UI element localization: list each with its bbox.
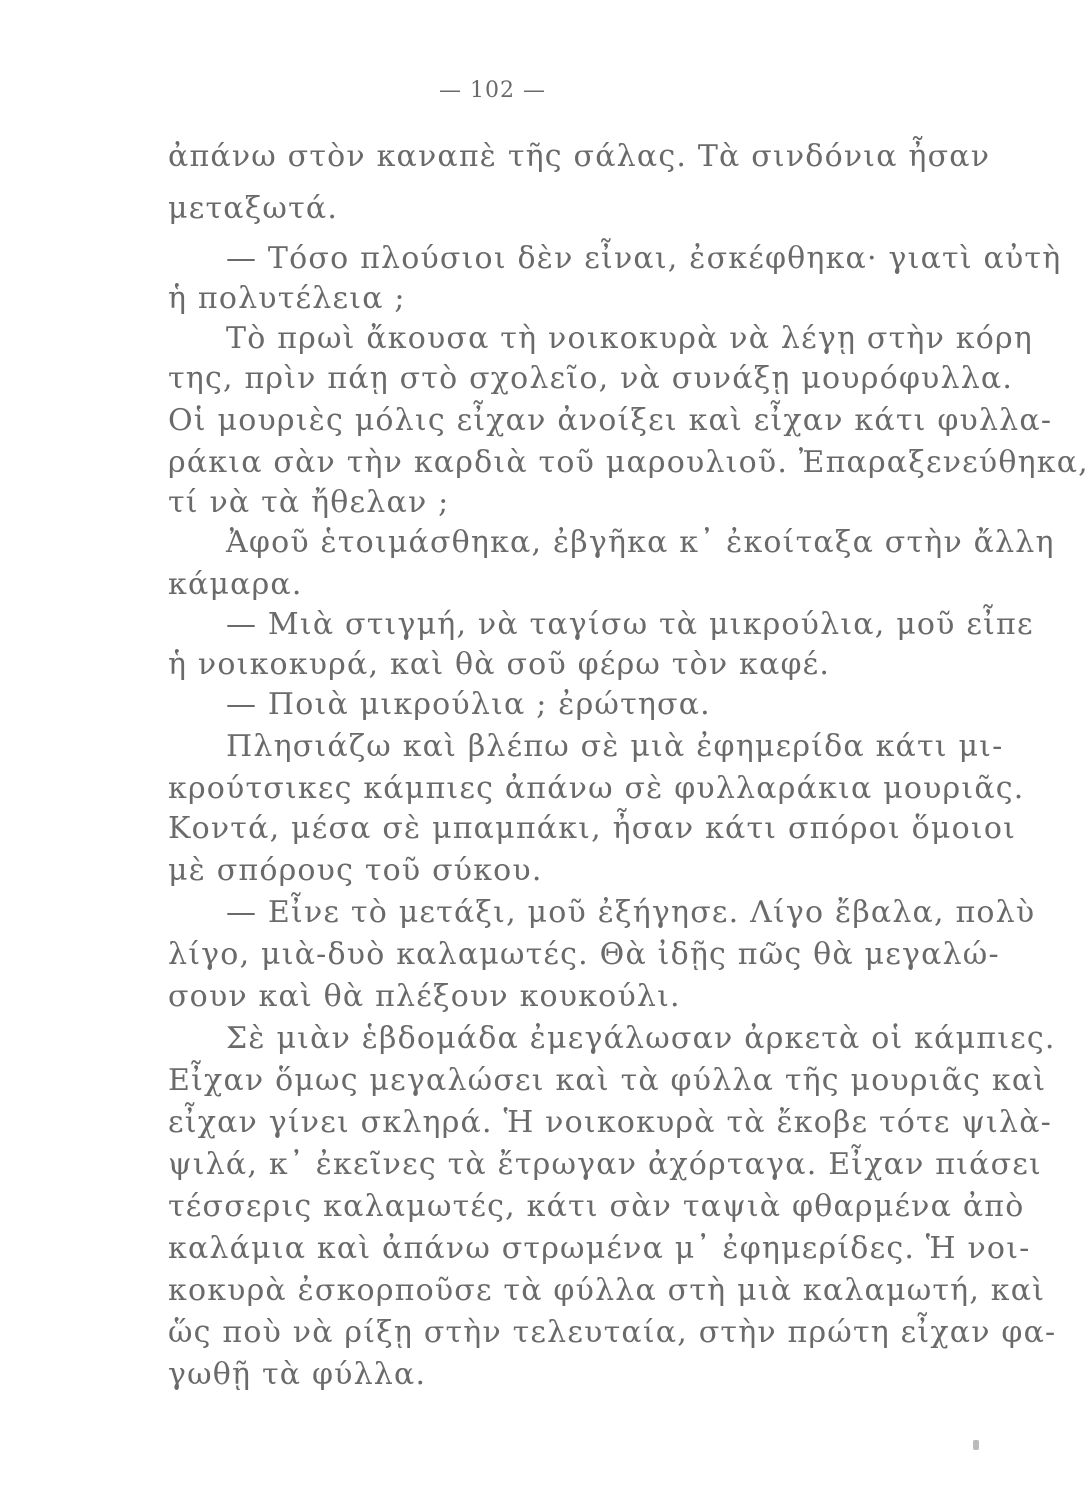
text-line: εἶχαν γίνει σκληρά. Ἡ νοικοκυρὰ τὰ ἔκοβε τότε ψιλὰ- <box>168 1105 1053 1140</box>
text-line: Τὸ πρωὶ ἄκουσα τὴ νοικοκυρὰ νὰ λέγῃ στὴν κόρη <box>226 321 1033 356</box>
page-number: — 102 — <box>439 78 546 103</box>
text-line: μεταξωτά. <box>168 191 339 226</box>
text-line: σουν καὶ θὰ πλέξουν κουκούλι. <box>168 979 681 1014</box>
text-line: ἡ νοικοκυρά, καὶ θὰ σοῦ φέρω τὸν καφέ. <box>168 647 831 682</box>
text-line: τί νὰ τὰ ἤθελαν ; <box>168 485 450 520</box>
text-line: μὲ σπόρους τοῦ σύκου. <box>168 853 543 888</box>
text-line: καλάμια καὶ ἀπάνω στρωμένα μ᾿ ἐφημερίδες. Ἡ νοι- <box>168 1231 1031 1266</box>
text-line: κοκυρὰ ἐσκορποῦσε τὰ φύλλα στὴ μιὰ καλαμωτή, καὶ <box>168 1273 1046 1308</box>
text-line: ἡ πολυτέλεια ; <box>168 281 406 316</box>
text-line: — Ποιὰ μικρούλια ; ἐρώτησα. <box>226 687 711 722</box>
text-line: ψιλά, κ᾿ ἐκεῖνες τὰ ἔτρωγαν ἀχόρταγα. Εἶχαν πιάσει <box>168 1147 1042 1182</box>
text-line: — Τόσο πλούσιοι δὲν εἶναι, ἐσκέφθηκα· γιατὶ αὐτὴ <box>226 241 1062 276</box>
text-line: κρούτσικες κάμπιες ἀπάνω σὲ φυλλαράκια μουριᾶς. <box>168 771 1025 806</box>
text-line: Εἶχαν ὅμως μεγαλώσει καὶ τὰ φύλλα τῆς μουριᾶς καὶ <box>168 1063 1047 1098</box>
text-line: ὥς ποὺ νὰ ρίξῃ στὴν τελευταία, στὴν πρώτη εἶχαν φα- <box>168 1315 1057 1350</box>
text-line: Κοντά, μέσα σὲ μπαμπάκι, ἦσαν κάτι σπόροι ὅμοιοι <box>168 811 1017 846</box>
text-line: ἀπάνω στὸν καναπὲ τῆς σάλας. Τὰ σινδόνια ἦσαν <box>168 139 991 174</box>
scan-speck <box>973 1440 979 1450</box>
text-line: Ἀφοῦ ἑτοιμάσθηκα, ἐβγῆκα κ᾿ ἐκοίταξα στὴν ἄλλη <box>226 525 1055 560</box>
text-line: Οἱ μουριὲς μόλις εἶχαν ἀνοίξει καὶ εἶχαν κάτι φυλλα- <box>168 403 1053 438</box>
text-line: λίγο, μιὰ-δυὸ καλαμωτές. Θὰ ἰδῇς πῶς θὰ μεγαλώ- <box>168 937 1000 972</box>
text-line: — Εἶνε τὸ μετάξι, μοῦ ἐξήγησε. Λίγο ἔβαλα, πολὺ <box>226 895 1036 930</box>
text-line: ράκια σὰν τὴν καρδιὰ τοῦ μαρουλιοῦ. Ἐπαραξενεύθηκα, <box>168 445 1089 480</box>
text-line: της, πρὶν πάῃ στὸ σχολεῖο, νὰ συνάξῃ μουρόφυλλα. <box>168 361 1014 396</box>
text-line: Σὲ μιὰν ἑβδομάδα ἐμεγάλωσαν ἀρκετὰ οἱ κάμπιες. <box>226 1021 1056 1056</box>
text-line: τέσσερις καλαμωτές, κάτι σὰν ταψιὰ φθαρμένα ἀπὸ <box>168 1189 1025 1224</box>
text-line: κάμαρα. <box>168 567 303 602</box>
text-line: γωθῇ τὰ φύλλα. <box>168 1357 427 1392</box>
text-line: Πλησιάζω καὶ βλέπω σὲ μιὰ ἐφημερίδα κάτι μι- <box>226 729 1004 764</box>
text-line: — Μιὰ στιγμή, νὰ ταγίσω τὰ μικρούλια, μοῦ εἶπε <box>226 607 1034 642</box>
